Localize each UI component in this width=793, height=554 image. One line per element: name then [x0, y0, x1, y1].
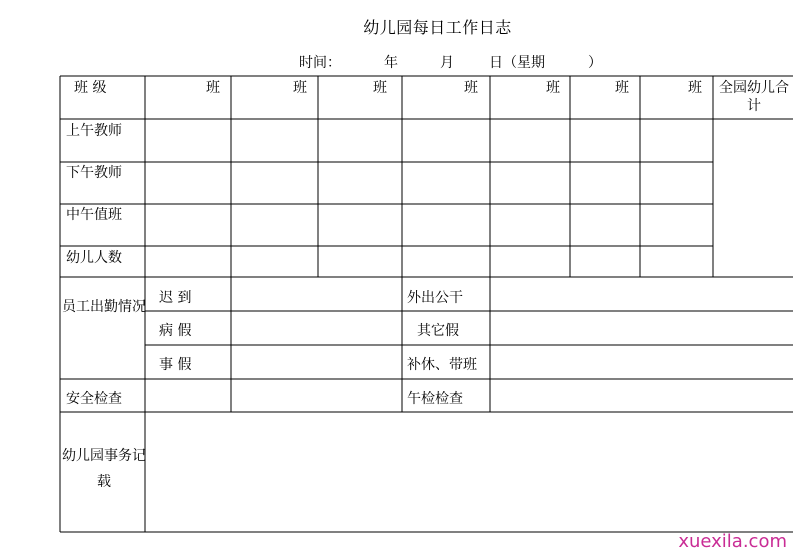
row-label-morning-teacher: 上午教师: [66, 123, 122, 139]
cell-affairs-record[interactable]: [146, 413, 792, 531]
close-paren: ）: [588, 55, 602, 71]
cell-morning-teacher-class-4[interactable]: [403, 120, 489, 161]
day-weekday-label: 日（星期: [489, 55, 545, 71]
attendance-official-outing-label: 外出公干: [407, 290, 463, 306]
class-name-header-7: 班: [688, 80, 702, 96]
cell-morning-teacher-class-1[interactable]: [146, 120, 230, 161]
row-label-afternoon-teacher: 下午教师: [66, 165, 122, 181]
row-label-safety-check: 安全检查: [66, 391, 122, 407]
row-label-child-count: 幼儿人数: [66, 250, 122, 266]
cell-total-children[interactable]: [714, 120, 792, 276]
attendance-compensatory-label: 补休、带班: [407, 357, 477, 373]
row-label-affairs-record: 幼儿园事务记载: [62, 448, 146, 490]
class-name-header-3: 班: [373, 80, 387, 96]
attendance-late-label: 迟 到: [159, 290, 192, 306]
class-column-header: 班 级: [74, 80, 107, 96]
class-name-header-2: 班: [293, 80, 307, 96]
attendance-sick-leave-label: 病 假: [159, 323, 192, 339]
noon-check-label: 午检检查: [407, 391, 463, 407]
attendance-personal-leave-label: 事 假: [159, 357, 192, 373]
attendance-other-leave-label: 其它假: [417, 323, 459, 339]
row-label-noon-duty: 中午值班: [66, 207, 122, 223]
year-label: 年: [384, 55, 398, 71]
class-name-header-5: 班: [546, 80, 560, 96]
class-name-header-1: 班: [206, 80, 220, 96]
watermark-logo: xuexila.com: [678, 531, 787, 552]
class-name-header-4: 班: [464, 80, 478, 96]
cell-morning-teacher-class-2[interactable]: [232, 120, 317, 161]
cell-morning-teacher-class-3[interactable]: [319, 120, 401, 161]
class-name-header-6: 班: [615, 80, 629, 96]
cell-morning-teacher-class-7[interactable]: [641, 120, 712, 161]
cell-morning-teacher-class-5[interactable]: [491, 120, 569, 161]
page-title: 幼儿园每日工作日志: [363, 18, 512, 37]
date-label: 时间：: [299, 55, 341, 71]
total-children-header: 全园幼儿合计: [719, 80, 789, 114]
cell-morning-teacher-class-6[interactable]: [571, 120, 639, 161]
month-label: 月: [440, 55, 454, 71]
row-label-staff-attendance: 员工出勤情况: [62, 299, 146, 315]
